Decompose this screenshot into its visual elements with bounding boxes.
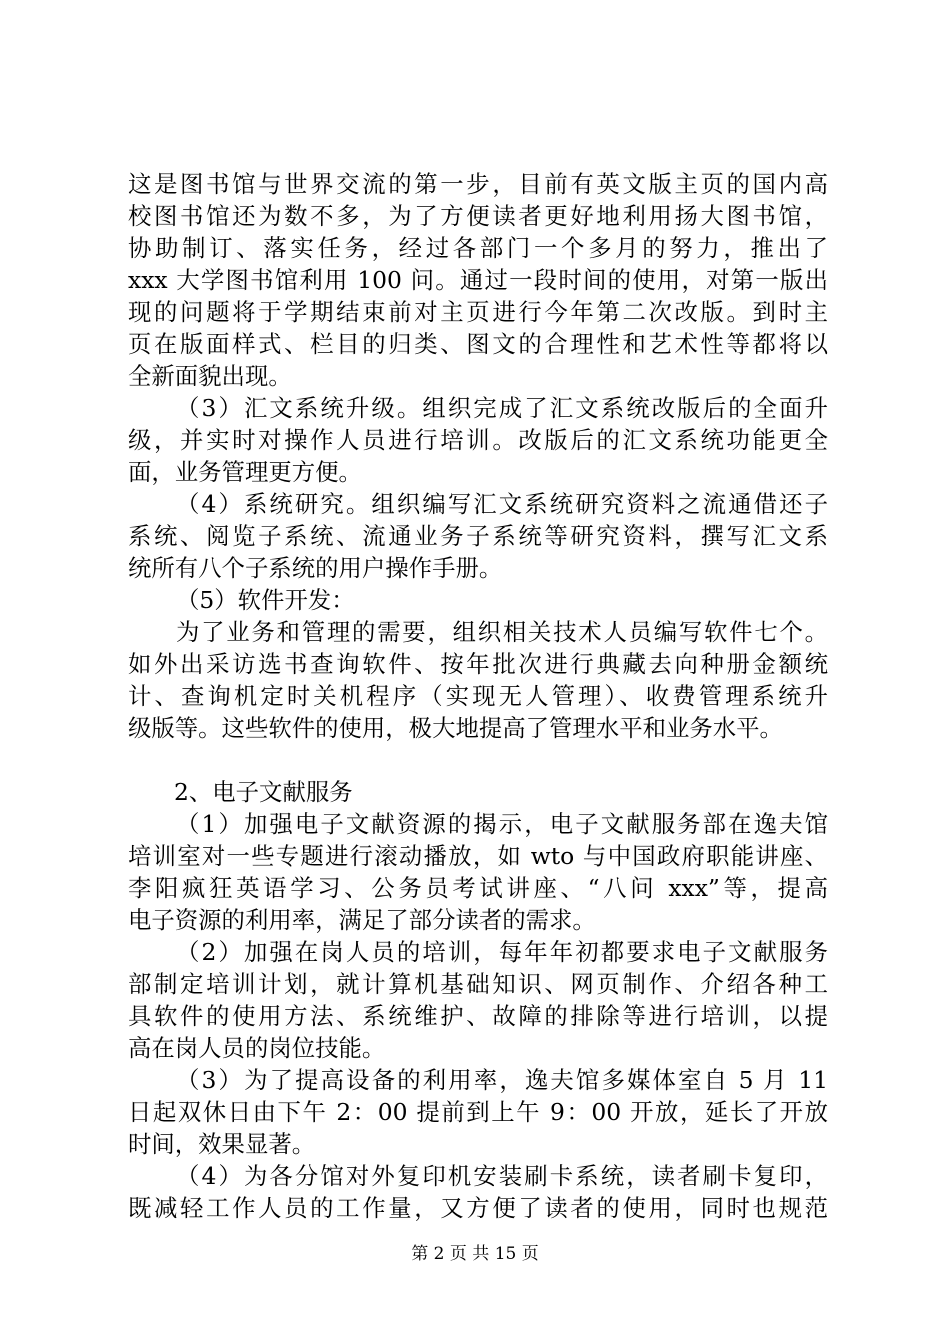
text-line: 日起双休日由下午 2：00 提前到上午 9：00 开放，延长了开放 [128, 1098, 828, 1126]
text-line: 这是图书馆与世界交流的第一步，目前有英文版主页的国内高 [128, 170, 828, 198]
text-line: 统所有八个子系统的用户操作手册。 [128, 554, 503, 582]
text-line: 面，业务管理更方便。 [128, 458, 362, 486]
text-line: 全新面貌出现。 [128, 362, 292, 390]
text-line: 既减轻工作人员的工作量，又方便了读者的使用，同时也规范 [128, 1194, 828, 1222]
text-line: （1）加强电子文献资源的揭示，电子文献服务部在逸夫馆 [176, 810, 828, 838]
document-body [128, 168, 828, 1224]
text-line: 系统、阅览子系统、流通业务子系统等研究资料，撰写汇文系 [128, 522, 828, 550]
text-line: 电子资源的利用率，满足了部分读者的需求。 [128, 906, 596, 934]
text-line: 级版等。这些软件的使用，极大地提高了管理水平和业务水平。 [128, 714, 783, 742]
text-line: （5）软件开发： [176, 586, 355, 614]
text-line: 级，并实时对操作人员进行培训。改版后的汇文系统功能更全 [128, 426, 828, 454]
text-line: 现的问题将于学期结束前对主页进行今年第二次改版。到时主 [128, 298, 828, 326]
text-line: 为了业务和管理的需要，组织相关技术人员编写软件七个。 [176, 618, 828, 646]
text-line: 如外出采访选书查询软件、按年批次进行典藏去向种册金额统 [128, 650, 828, 678]
text-line: xxx 大学图书馆利用 100 问。通过一段时间的使用，对第一版出 [128, 266, 828, 294]
text-line: 部制定培训计划，就计算机基础知识、网页制作、介绍各种工 [128, 970, 828, 998]
paragraph-gap [128, 744, 828, 776]
text-line: 李阳疯狂英语学习、公务员考试讲座、“八问 xxx”等，提高 [128, 874, 828, 902]
text-line: （4）为各分馆对外复印机安装刷卡系统，读者刷卡复印， [176, 1162, 828, 1190]
text-line: （2）加强在岗人员的培训，每年年初都要求电子文献服务 [176, 938, 828, 966]
text-line: 高在岗人员的岗位技能。 [128, 1034, 386, 1062]
text-line: （4）系统研究。组织编写汇文系统研究资料之流通借还子 [176, 490, 828, 518]
text-line: 协助制订、落实任务，经过各部门一个多月的努力，推出了 [128, 234, 828, 262]
text-line: （3）汇文系统升级。组织完成了汇文系统改版后的全面升 [176, 394, 828, 422]
text-line: 计、查询机定时关机程序（实现无人管理）、收费管理系统升 [128, 682, 828, 710]
text-line: 具软件的使用方法、系统维护、故障的排除等进行培训，以提 [128, 1002, 828, 1030]
section-heading: 2、电子文献服务 [174, 778, 353, 806]
text-line: 校图书馆还为数不多，为了方便读者更好地利用扬大图书馆， [128, 202, 828, 230]
text-line: 时间，效果显著。 [128, 1130, 316, 1158]
text-line: 培训室对一些专题进行滚动播放，如 wto 与中国政府职能讲座、 [128, 842, 828, 870]
text-line: 页在版面样式、栏目的归类、图文的合理性和艺术性等都将以 [128, 330, 828, 358]
page-number-footer: 第 2 页 共 15 页 [411, 1244, 539, 1264]
text-line: （3）为了提高设备的利用率，逸夫馆多媒体室自 5 月 11 [176, 1066, 828, 1094]
